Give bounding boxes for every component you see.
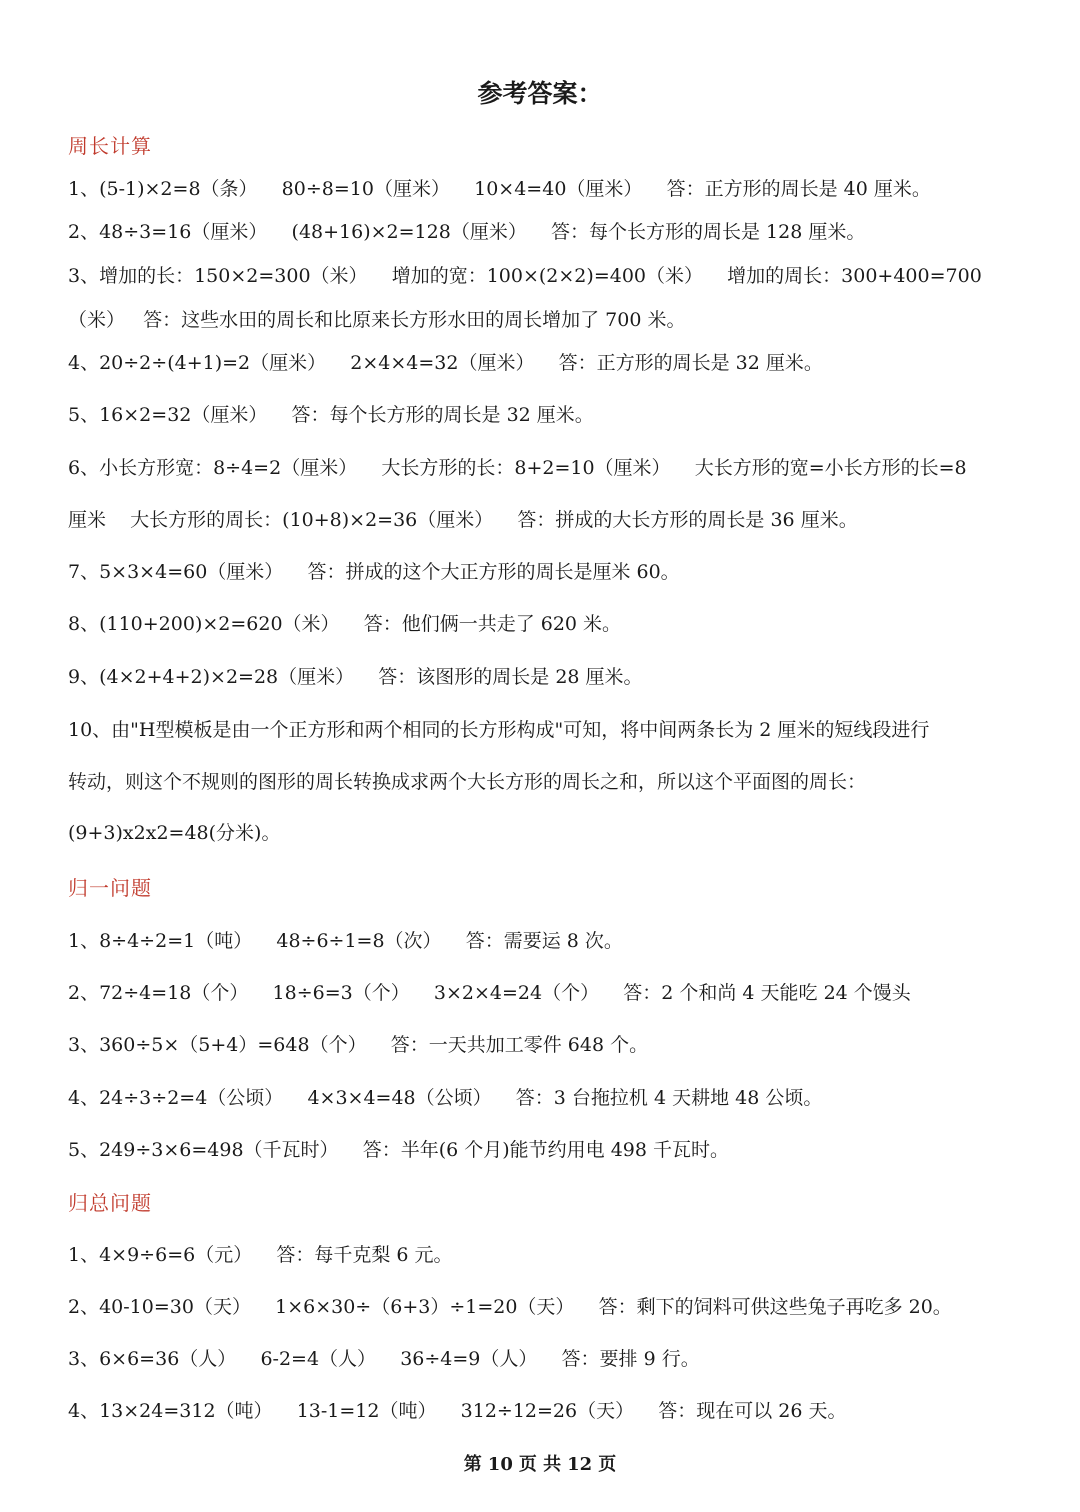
answer-line: 7、5×3×4=60（厘米） 答：拼成的这个大正方形的周长是厘米 60。 — [68, 561, 680, 583]
section-heading: 周长计算 — [68, 134, 152, 158]
answer-line: 2、72÷4=18（个） 18÷6=3（个） 3×2×4=24（个） 答：2 个和尚 4 天能吃 24 个馒头 — [68, 982, 911, 1004]
total-page-number: 12 — [567, 1454, 593, 1475]
answer-line: 厘米 大长方形的周长：(10+8)×2=36（厘米） 答：拼成的大长方形的周长是 36 厘米。 — [68, 509, 858, 531]
footer-suffix: 页 — [598, 1454, 617, 1475]
answer-line: (9+3)x2x2=48(分米)。 — [68, 822, 281, 844]
answer-line: 9、(4×2+4+2)×2=28（厘米） 答：该图形的周长是 28 厘米。 — [68, 666, 643, 688]
current-page-number: 10 — [487, 1454, 513, 1475]
page-footer — [0, 1450, 1080, 1476]
footer-middle: 页 共 — [518, 1454, 562, 1475]
answer-line: 1、4×9÷6=6（元） 答：每千克梨 6 元。 — [68, 1244, 453, 1266]
section-heading: 归一问题 — [68, 876, 152, 900]
answer-line: 4、24÷3÷2=4（公顷） 4×3×4=48（公顷） 答：3 台拖拉机 4 天耕地 48 公顷。 — [68, 1087, 823, 1109]
answer-line: 2、48÷3=16（厘米） (48+16)×2=128（厘米） 答：每个长方形的周长是 128 厘米。 — [68, 221, 866, 243]
answer-line: 1、(5-1)×2=8（条） 80÷8=10（厘米） 10×4=40（厘米） 答：正方形的周长是 40 厘米。 — [68, 178, 931, 200]
answer-line: （米） 答：这些水田的周长和比原来长方形水田的周长增加了 700 米。 — [68, 309, 686, 331]
answer-line: 5、249÷3×6=498（千瓦时） 答：半年(6 个月)能节约用电 498 千瓦时。 — [68, 1139, 730, 1161]
answer-line: 8、(110+200)×2=620（米） 答：他们俩一共走了 620 米。 — [68, 613, 622, 635]
answer-line: 1、8÷4÷2=1（吨） 48÷6÷1=8（次） 答：需要运 8 次。 — [68, 930, 623, 952]
answer-line: 4、13×24=312（吨） 13-1=12（吨） 312÷12=26（天） 答：现在可以 26 天。 — [68, 1400, 847, 1422]
answer-line: 3、6×6=36（人） 6-2=4（人） 36÷4=9（人） 答：要排 9 行。 — [68, 1348, 700, 1370]
answer-line: 6、小长方形宽：8÷4=2（厘米） 大长方形的长：8+2=10（厘米） 大长方形的宽=小长方形的长=8 — [68, 457, 967, 479]
footer-prefix: 第 — [463, 1454, 482, 1475]
answer-line: 10、由"H型模板是由一个正方形和两个相同的长方形构成"可知，将中间两条长为 2 厘米的短线段进行 — [68, 719, 930, 741]
answer-line: 4、20÷2÷(4+1)=2（厘米） 2×4×4=32（厘米） 答：正方形的周长是 32 厘米。 — [68, 352, 823, 374]
answer-line: 转动，则这个不规则的图形的周长转换成求两个大长方形的周长之和，所以这个平面图的周长： — [68, 771, 867, 793]
answer-line: 3、360÷5×（5+4）=648（个） 答：一天共加工零件 648 个。 — [68, 1034, 649, 1056]
answer-line: 5、16×2=32（厘米） 答：每个长方形的周长是 32 厘米。 — [68, 404, 594, 426]
page-title: 参考答案： — [477, 79, 603, 108]
section-heading: 归总问题 — [68, 1191, 152, 1215]
answer-line: 3、增加的长：150×2=300（米） 增加的宽：100×(2×2)=400（米） 增加的周长：300+400=700 — [68, 265, 982, 287]
answer-line: 2、40-10=30（天） 1×6×30÷（6+3）÷1=20（天） 答：剩下的饲料可供这些兔子再吃多 20。 — [68, 1296, 952, 1318]
